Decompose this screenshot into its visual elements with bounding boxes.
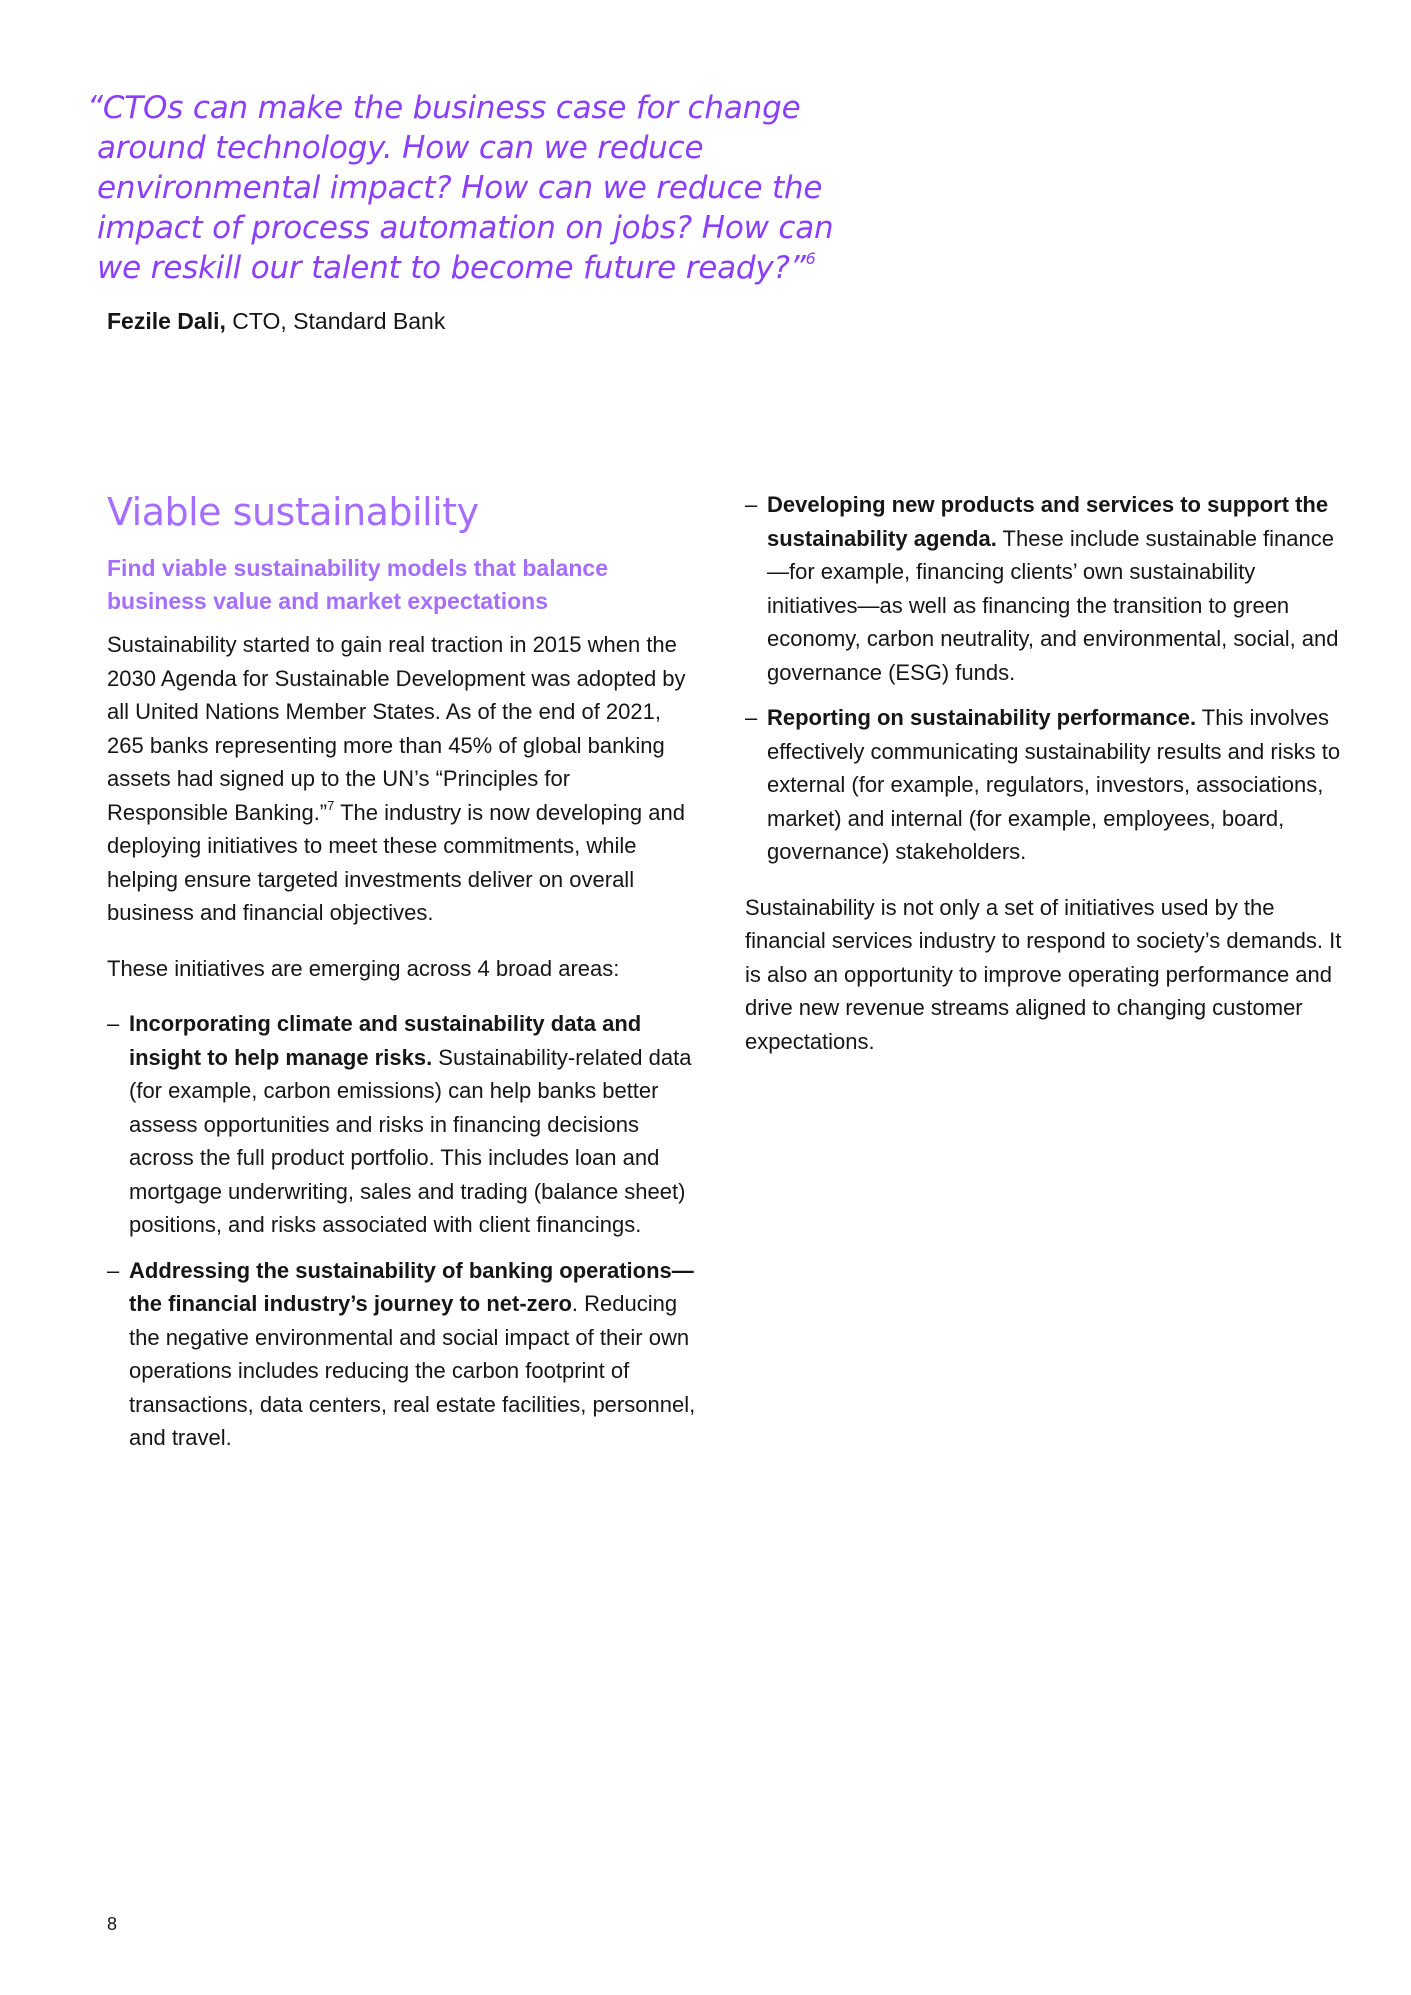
closing-paragraph: Sustainability is not only a set of initiatives used by the financial services industry to respond to society’s demands. It is also an opportunity to improve operating performance and drive new revenue streams aligned to changing customer expectations. (745, 894, 1342, 1054)
list-item (745, 701, 1345, 869)
bullet-text: These include sustainable finance—for example, financing clients’ own sustainability initiatives—as well as financing the transition to green economy, carbon neutrality, and environmental, social, and governance (ESG) funds. (767, 525, 1339, 685)
bullet-list-left (107, 1007, 697, 1455)
list-item (107, 1254, 697, 1455)
bullet-dash: – (107, 1257, 120, 1283)
bullet-heading: Incorporating climate and sustainability data and insight to help manage risks. (129, 1011, 642, 1070)
bullet-heading: Reporting on sustainability performance. (767, 705, 1197, 730)
quote-attribution (107, 306, 445, 336)
section-title: Viable sustainability (107, 490, 479, 534)
intro-footnote: 7 (327, 797, 335, 813)
intro-tail-text: The industry is now developing and deploying initiatives to meet these commitments, while helping ensure targeted investments deliver on overall business and financial objectives. (107, 799, 685, 925)
quote-footnote: 6 (805, 249, 816, 268)
page-number: 8 (107, 1914, 118, 1934)
bullet-text: . Reducing the negative environmental and social impact of their own operations includes reducing the carbon footprint of transactions, data centers, real estate facilities, personnel, and travel. (129, 1291, 696, 1450)
pull-quote (87, 88, 837, 288)
right-column (745, 488, 1345, 1080)
bullet-text: This involves effectively communicating sustainability results and risks to external (for example, regulators, investors, associations, market) and internal (for example, employees, board, governance) stakeholders. (767, 705, 1341, 864)
bullet-list-right (745, 488, 1345, 869)
bullet-dash: – (745, 705, 758, 730)
intro-text: Sustainability started to gain real traction in 2015 when the 2030 Agenda for Sustainable Development was adopted by all United Nations Member States. As of the end of 2021, 265 banks representing more than 45% of global banking assets had signed up to the UN’s “Principles for Responsible Banking.” (107, 632, 686, 825)
intro-paragraph (107, 628, 697, 930)
bullet-text: Sustainability-related data (for example, carbon emissions) can help banks better assess opportunities and risks in financing decisions across the full product portfolio. This includes loan and mortgage underwriting, sales and trading (balance sheet) positions, and risks associated with client financings. (129, 1044, 692, 1237)
list-item (107, 1007, 697, 1242)
section-subtitle: Find viable sustainability models that balance business value and market expectations (107, 555, 609, 614)
bullet-heading: Developing new products and services to support the sustainability agenda. (767, 492, 1329, 551)
bullet-dash: – (745, 492, 758, 517)
bullet-dash: – (107, 1011, 120, 1036)
pull-quote-text: “CTOs can make the business case for change around technology. How can we reduce environmental impact? How can we reduce the impact of process automation on jobs? How can we reskill our talent to become future ready?” (87, 90, 834, 286)
left-column (107, 484, 697, 1477)
areas-intro: These initiatives are emerging across 4 broad areas: (107, 955, 620, 981)
quote-author: Fezile Dali, (107, 308, 226, 334)
bullet-heading: Addressing the sustainability of banking operations—the financial industry’s journey to net-zero (129, 1257, 694, 1316)
list-item (745, 488, 1345, 689)
quote-author-role: CTO, Standard Bank (225, 308, 446, 334)
